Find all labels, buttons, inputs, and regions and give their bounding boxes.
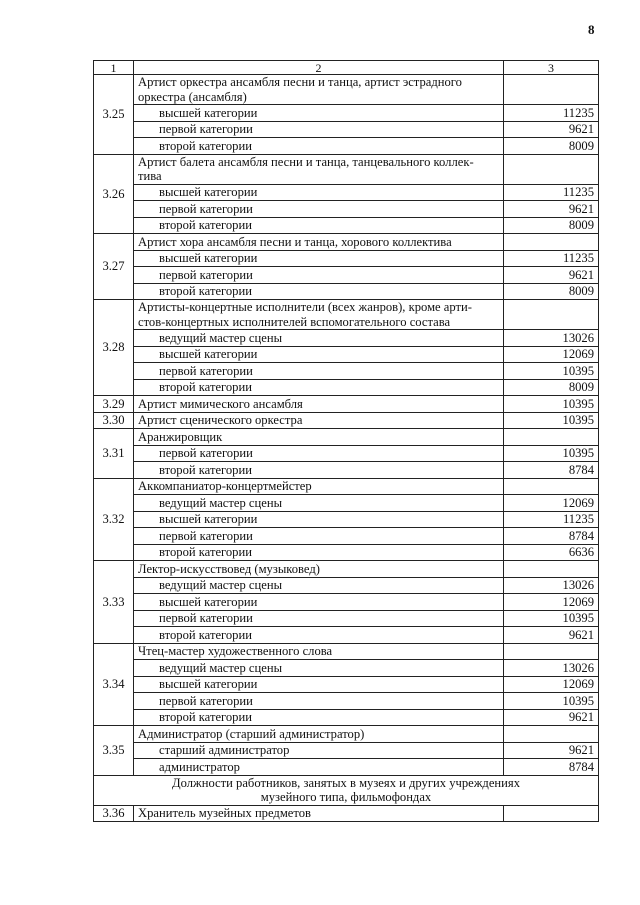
row-number: 3.26 [94,154,134,234]
category-label: второй категории [134,283,504,300]
salary-value: 11235 [504,250,599,267]
row-number: 3.28 [94,300,134,396]
category-label: первой категории [134,693,504,710]
table-row [94,138,599,155]
salary-value: 9621 [504,267,599,284]
category-label: второй категории [134,138,504,155]
row-number: 3.27 [94,234,134,300]
salary-value: 9621 [504,121,599,138]
table-row [94,610,599,627]
position-title: Артист мимического ансамбля [134,396,504,413]
table-row [94,676,599,693]
table-row [94,429,599,446]
category-label: высшей категории [134,346,504,363]
column-header: 2 [134,61,504,75]
table-row [94,759,599,776]
category-label: ведущий мастер сцены [134,660,504,677]
category-label: второй категории [134,544,504,561]
salary-value: 12069 [504,676,599,693]
salary-value: 9621 [504,627,599,644]
salary-table [93,60,599,822]
section-header-line: музейного типа, фильмофондах [260,790,432,804]
position-title [134,234,504,251]
table-row [94,627,599,644]
empty-value-cell [504,154,599,184]
position-title [134,154,504,184]
table-row [94,528,599,545]
salary-value: 10395 [504,396,599,413]
column-header: 3 [504,61,599,75]
table-row [94,412,599,429]
position-title-line: тива [138,169,162,183]
table-row [94,544,599,561]
table-row [94,346,599,363]
section-header-row [94,775,599,805]
position-title-line: Чтец-мастер художественного слова [138,644,333,658]
empty-value-cell [504,234,599,251]
salary-value: 10395 [504,445,599,462]
category-label: второй категории [134,709,504,726]
salary-value: 13026 [504,330,599,347]
position-title-line: Аккомпаниатор-концертмейстер [138,479,312,493]
salary-value: 9621 [504,201,599,218]
position-title [134,300,504,330]
salary-value: 12069 [504,346,599,363]
position-title-line: Лектор-искусствовед (музыковед) [138,561,320,576]
column-header: 1 [94,61,134,75]
salary-value: 8009 [504,217,599,234]
category-label: второй категории [134,627,504,644]
table-row [94,742,599,759]
salary-value: 13026 [504,577,599,594]
table-row [94,330,599,347]
category-label: ведущий мастер сцены [134,330,504,347]
table-row [94,201,599,218]
salary-value: 8009 [504,138,599,155]
table-row [94,561,599,578]
salary-value: 11235 [504,184,599,201]
section-header-line: Должности работников, занятых в музеях и других учреждениях [172,775,520,790]
category-label: первой категории [134,445,504,462]
category-label: высшей категории [134,511,504,528]
empty-value-cell [504,75,599,105]
table-row [94,75,599,105]
salary-value: 8784 [504,462,599,479]
salary-value: 6636 [504,544,599,561]
category-label: первой категории [134,610,504,627]
category-label: высшей категории [134,594,504,611]
position-title-line: Аранжировщик [138,429,223,444]
empty-value-cell [504,429,599,446]
table-row [94,234,599,251]
category-label: второй категории [134,379,504,396]
category-label: второй категории [134,462,504,479]
position-title: Артист сценического оркестра [134,412,504,429]
position-title-line: оркестра (ансамбля) [138,89,247,104]
category-label: первой категории [134,528,504,545]
salary-value: 10395 [504,363,599,380]
salary-value: 12069 [504,495,599,512]
table-row [94,511,599,528]
category-label: первой категории [134,121,504,138]
row-number: 3.35 [94,726,134,776]
row-number: 3.30 [94,412,134,429]
table-row [94,300,599,330]
category-label: первой категории [134,363,504,380]
salary-value: 10395 [504,693,599,710]
table-row [94,709,599,726]
table-row [94,363,599,380]
salary-value: 12069 [504,594,599,611]
position-title-line: Артисты-концертные исполнители (всех жанров), кроме арти- [138,300,472,314]
category-label: администратор [134,759,504,776]
salary-value: 8009 [504,283,599,300]
table-row [94,267,599,284]
category-label: высшей категории [134,184,504,201]
salary-value: 9621 [504,742,599,759]
page-number: 8 [588,22,595,37]
table-row [94,478,599,495]
empty-value-cell [504,478,599,495]
position-title [134,75,504,105]
category-label: ведущий мастер сцены [134,577,504,594]
category-label: первой категории [134,201,504,218]
row-number: 3.29 [94,396,134,413]
row-number: 3.34 [94,643,134,726]
category-label: высшей категории [134,676,504,693]
salary-value: 8009 [504,379,599,396]
table-row [94,726,599,743]
category-label: старший администратор [134,742,504,759]
table-row [94,250,599,267]
position-title-line: Артист балета ансамбля песни и танца, танцевального коллек- [138,154,474,169]
table-row [94,462,599,479]
position-title [134,643,504,660]
salary-value: 10395 [504,610,599,627]
salary-value: 13026 [504,660,599,677]
table-header-row [94,61,599,75]
table-row [94,379,599,396]
position-title-line: Артист оркестра ансамбля песни и танца, артист эстрадного [138,75,462,89]
row-number: 3.32 [94,478,134,561]
table-row [94,396,599,413]
empty-value-cell [504,805,599,822]
category-label: второй категории [134,217,504,234]
category-label: первой категории [134,267,504,284]
table-row [94,643,599,660]
salary-value: 9621 [504,709,599,726]
salary-value: 11235 [504,105,599,122]
position-title-line: Артист хора ансамбля песни и танца, хорового коллектива [138,234,452,249]
salary-value: 11235 [504,511,599,528]
salary-value: 10395 [504,412,599,429]
row-number: 3.33 [94,561,134,644]
row-number: 3.31 [94,429,134,479]
category-label: высшей категории [134,105,504,122]
table-row [94,184,599,201]
position-title-line: стов-концертных исполнителей вспомогательного состава [138,314,451,329]
table-row [94,693,599,710]
empty-value-cell [504,561,599,578]
category-label: высшей категории [134,250,504,267]
table-row [94,121,599,138]
table-row [94,105,599,122]
position-title [134,726,504,743]
empty-value-cell [504,300,599,330]
table-row [94,805,599,822]
table-row [94,283,599,300]
table-row [94,594,599,611]
empty-value-cell [504,726,599,743]
salary-value: 8784 [504,759,599,776]
table-row [94,577,599,594]
row-number: 3.25 [94,75,134,155]
row-number: 3.36 [94,805,134,822]
position-title [134,429,504,446]
position-title-line: Администратор (старший администратор) [138,726,365,741]
table-row [94,660,599,677]
position-title [134,561,504,578]
salary-value: 8784 [504,528,599,545]
table-row [94,495,599,512]
section-header [94,775,599,805]
table-row [94,154,599,184]
category-label: ведущий мастер сцены [134,495,504,512]
position-title [134,478,504,495]
empty-value-cell [504,643,599,660]
position-title: Хранитель музейных предметов [134,805,504,822]
table-row [94,217,599,234]
table-row [94,445,599,462]
